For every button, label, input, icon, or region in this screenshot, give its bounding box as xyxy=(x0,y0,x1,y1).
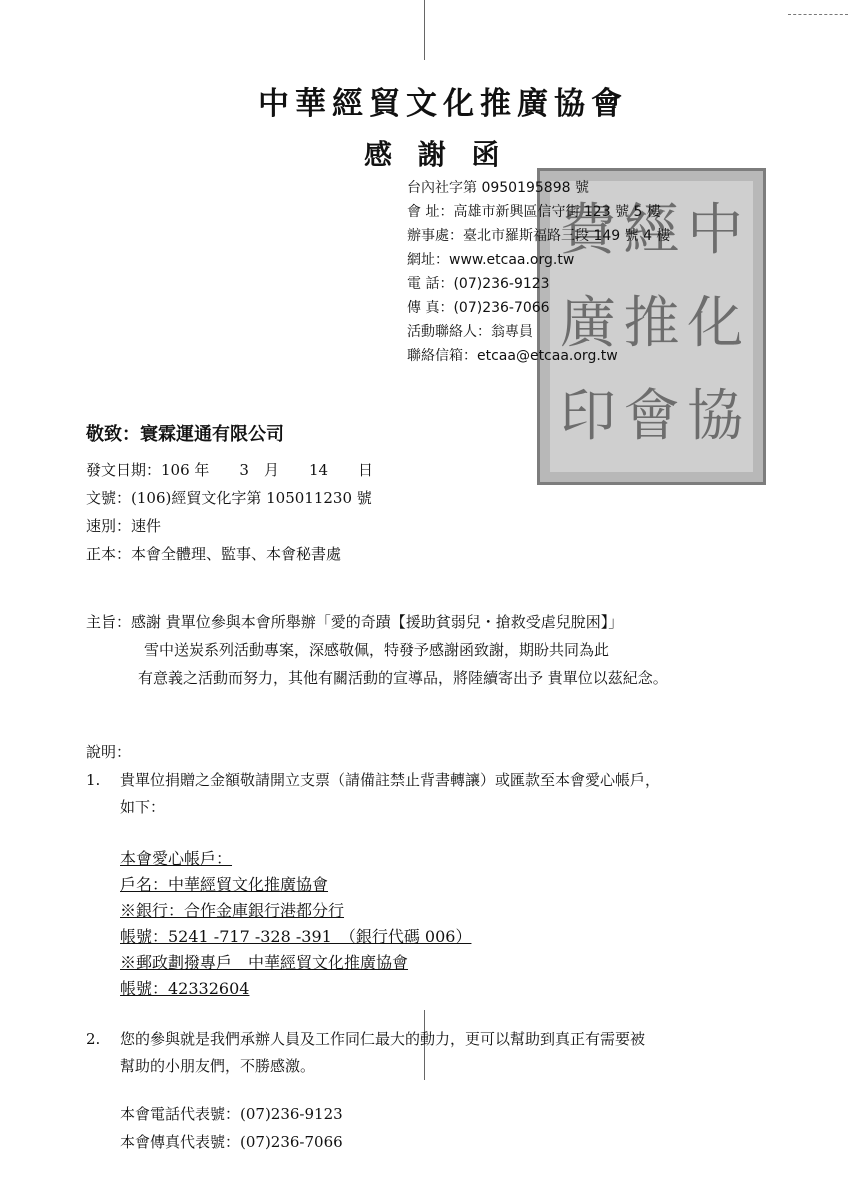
item-2-line-1: 您的參與就是我們承辦人員及工作同仁最大的動力，更可以幫助到真正有需要被 xyxy=(120,1030,646,1048)
item-2-number: 2. xyxy=(86,1030,101,1048)
explain-label: 說明： xyxy=(86,743,132,761)
contact-phone: 本會電話代表號：(07)236-9123 xyxy=(120,1105,343,1123)
recipient: 敬致：寰霖運通有限公司 xyxy=(86,424,284,445)
item-1-line-1: 貴單位捐贈之金額敬請開立支票（請備註禁止背書轉讓）或匯款至本會愛心帳戶， xyxy=(120,771,661,789)
subject-line-3: 有意義之活動而努力，其他有關活動的宣導品，將陸續寄出予 貴單位以茲紀念。 xyxy=(138,669,668,687)
org-fax: 傳 真：(07)236-7066 xyxy=(407,300,550,316)
postal-account: ※郵政劃撥專戶 中華經貿文化推廣協會 xyxy=(120,953,409,972)
item-2-line-2: 幫助的小朋友們，不勝感激。 xyxy=(120,1057,316,1075)
seal-glyphs: 費 經 中 廣 推 化 印 會 協 xyxy=(559,198,744,449)
org-contact-person: 活動聯絡人：翁專員 xyxy=(407,324,533,340)
scan-corner-mark xyxy=(788,0,848,15)
doc-meta xyxy=(86,456,373,568)
postal-account-number: 帳號：42332604 xyxy=(120,979,250,998)
org-reg-no: 台內社字第 0950195898 號 xyxy=(407,180,589,196)
contact-fax: 本會傳真代表號：(07)236-7066 xyxy=(120,1133,343,1151)
urgency: 速別：速件 xyxy=(86,517,162,535)
doc-number: 文號：(106)經貿文化字第 105011230 號 xyxy=(86,489,372,507)
org-info-block xyxy=(407,176,670,368)
account-bank: ※銀行：合作金庫銀行港都分行 xyxy=(120,901,345,920)
account-heading: 本會愛心帳戶： xyxy=(120,849,233,868)
org-office: 辦事處：臺北市羅斯福路三段 149 號 4 樓 xyxy=(407,228,671,244)
issue-date: 發文日期：106 年 3 月 14 日 xyxy=(86,461,374,479)
org-address: 會 址：高雄市新興區信守街 123 號 5 樓 xyxy=(407,204,661,220)
org-email: 聯絡信箱：etcaa@etcaa.org.tw xyxy=(407,348,618,364)
donation-account-block xyxy=(120,846,471,1002)
org-website: 網址：www.etcaa.org.tw xyxy=(407,252,575,268)
subject-line-2: 雪中送炭系列活動專案，深感敬佩，特發予感謝函致謝，期盼共同為此 xyxy=(144,641,610,659)
org-phone: 電 話：(07)236-9123 xyxy=(407,276,550,292)
item-1-number: 1. xyxy=(86,771,101,789)
item-1-line-2: 如下： xyxy=(120,798,166,816)
account-number: 帳號：5241 -717 -328 -391 （銀行代碼 006） xyxy=(120,927,472,946)
account-name: 戶名：中華經貿文化推廣協會 xyxy=(120,875,329,894)
fold-mark-top xyxy=(424,0,425,60)
page-title: 中華經貿文化推廣協會 xyxy=(258,86,628,122)
copies-to: 正本：本會全體理、監事、本會秘書處 xyxy=(86,545,342,563)
page-subtitle: 感 謝 函 xyxy=(364,138,508,171)
subject-line-1: 主旨：感謝 貴單位參與本會所舉辦「愛的奇蹟【援助貧弱兒・搶救受虐兒脫困】」 xyxy=(86,613,624,631)
